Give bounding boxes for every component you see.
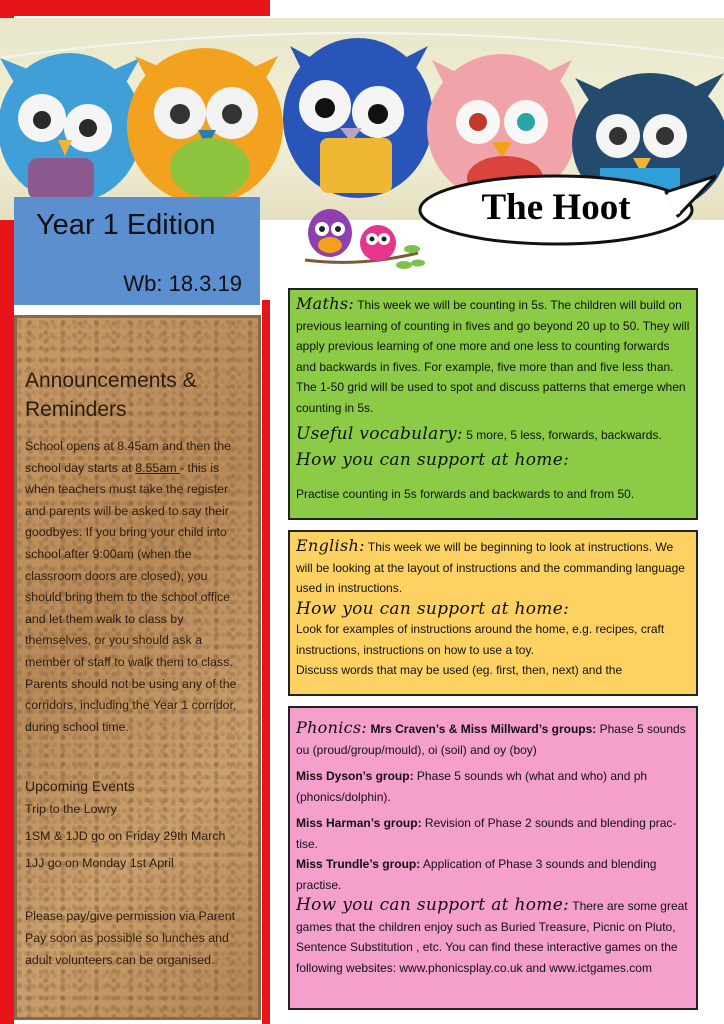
group-name: Miss Trundle’s group: (296, 857, 421, 871)
vocab-label: Useful vocabulary: (296, 424, 463, 444)
start-time: 8.55am (135, 460, 180, 475)
phonics-support (296, 895, 690, 978)
phonics-support-text: There are some great games that the children enjoy such as Buried Treasure, Picnic on Pluto, Sentence Substitution , etc. You can find these interactive games on the following websites: www.phonicsplay.co.uk and www.ictgames.com (296, 899, 688, 975)
english-label: English: (296, 536, 365, 555)
week-beginning-date: Wb: 18.3.19 (123, 271, 242, 296)
red-frame-top (0, 0, 270, 16)
group-text: Revision of Phase 2 sounds and blending prac-tise. (296, 816, 677, 851)
group-text: Phase 5 sounds ou (proud/group/mould), oi (soil) and oy (boy) (296, 722, 686, 757)
phonics-support-label: How you can support at home: (296, 895, 570, 915)
group-text: Phase 5 sounds wh (what and who) and ph (phonics/dolphin). (296, 769, 648, 804)
owl-3-icon (283, 38, 433, 198)
english-support-label: How you can support at home: (296, 598, 570, 619)
event-item: 1SM & 1JD go on Friday 29th March (25, 829, 226, 844)
announcements-text (25, 436, 247, 738)
english-support-text-2: Discuss words that may be used (eg. first, then, next) and the (296, 663, 623, 677)
announcements-corkboard (14, 315, 261, 1020)
upcoming-events-heading: Upcoming Events (25, 778, 135, 795)
english-paragraph (296, 536, 690, 599)
owl-1-icon (0, 53, 142, 203)
announcements-heading: Announcements & Reminders (25, 369, 197, 421)
payment-notice: Please pay/give permission via Parent Pay soon as possible so lunches and adult volunteers can be organised. (25, 909, 236, 967)
maths-label: Maths: (296, 294, 355, 313)
maths-text: This week we will be counting in 5s. The children will build on previous learning of counting in fives and go beyond 20 up to 50. They will apply previous learning of one more and one less to counting forwards and backwards in fives. For example, five more than and five less than. The 1-50 grid will be used to spot and discuss patterns that emerge when counting in 5s. (296, 298, 690, 415)
group-name: Miss Dyson’s group: (296, 769, 414, 783)
owls-on-branch-icon (300, 205, 430, 285)
group-name: Miss Harman’s group: (296, 816, 422, 830)
phonics-section (288, 706, 698, 1010)
vocab-text: 5 more, 5 less, forwards, backwards. (466, 428, 662, 442)
event-item: 1JJ go on Monday 1st April (25, 856, 174, 871)
english-text: This week we will be beginning to look at instructions. We will be looking at the layout of instructions and the commanding language used in instructions. (296, 540, 685, 595)
phonics-group (296, 766, 690, 807)
red-frame-divider (262, 300, 270, 1024)
owl-2-icon (127, 48, 283, 204)
event-item: Trip to the Lowry (25, 802, 117, 817)
announcements-text-part: School opens at 8.45am and then the school day starts at (25, 439, 231, 475)
maths-vocab (296, 424, 690, 446)
phonics-group (296, 718, 690, 760)
group-name: Mrs Craven’s & Miss Millward’s groups: (370, 722, 597, 736)
maths-paragraph (296, 294, 690, 418)
phonics-group (296, 813, 690, 854)
maths-section (288, 288, 698, 520)
newsletter-title: The Hoot (481, 187, 631, 228)
edition-title: Year 1 Edition (36, 209, 216, 241)
english-section (288, 530, 698, 696)
group-text: Application of Phase 3 sounds and blending practise. (296, 857, 657, 892)
announcements-text-rest: - this is when teachers must take the register and parents will be asked to say their goodbyes. If you bring your child into school after 9:00am (when the classroom doors are closed), you should bring them to the school office and let them walk to class by themselves, or you should ask a member of staff to walk them to class. Parents should not be using any of the corridors, including the Year 1 corridor, during school time. (25, 460, 237, 734)
maths-support-label: How you can support at home: (296, 449, 570, 470)
english-support-text: Look for examples of instructions around the home, e.g. recipes, craft instructions, instructions on how to use a toy. (296, 622, 665, 657)
phonics-label: Phonics: (296, 718, 368, 737)
edition-box (14, 197, 260, 305)
maths-support-text: Practise counting in 5s forwards and backwards to and from 50. (296, 487, 635, 501)
title-speech-bubble (416, 172, 716, 252)
phonics-group (296, 854, 690, 895)
